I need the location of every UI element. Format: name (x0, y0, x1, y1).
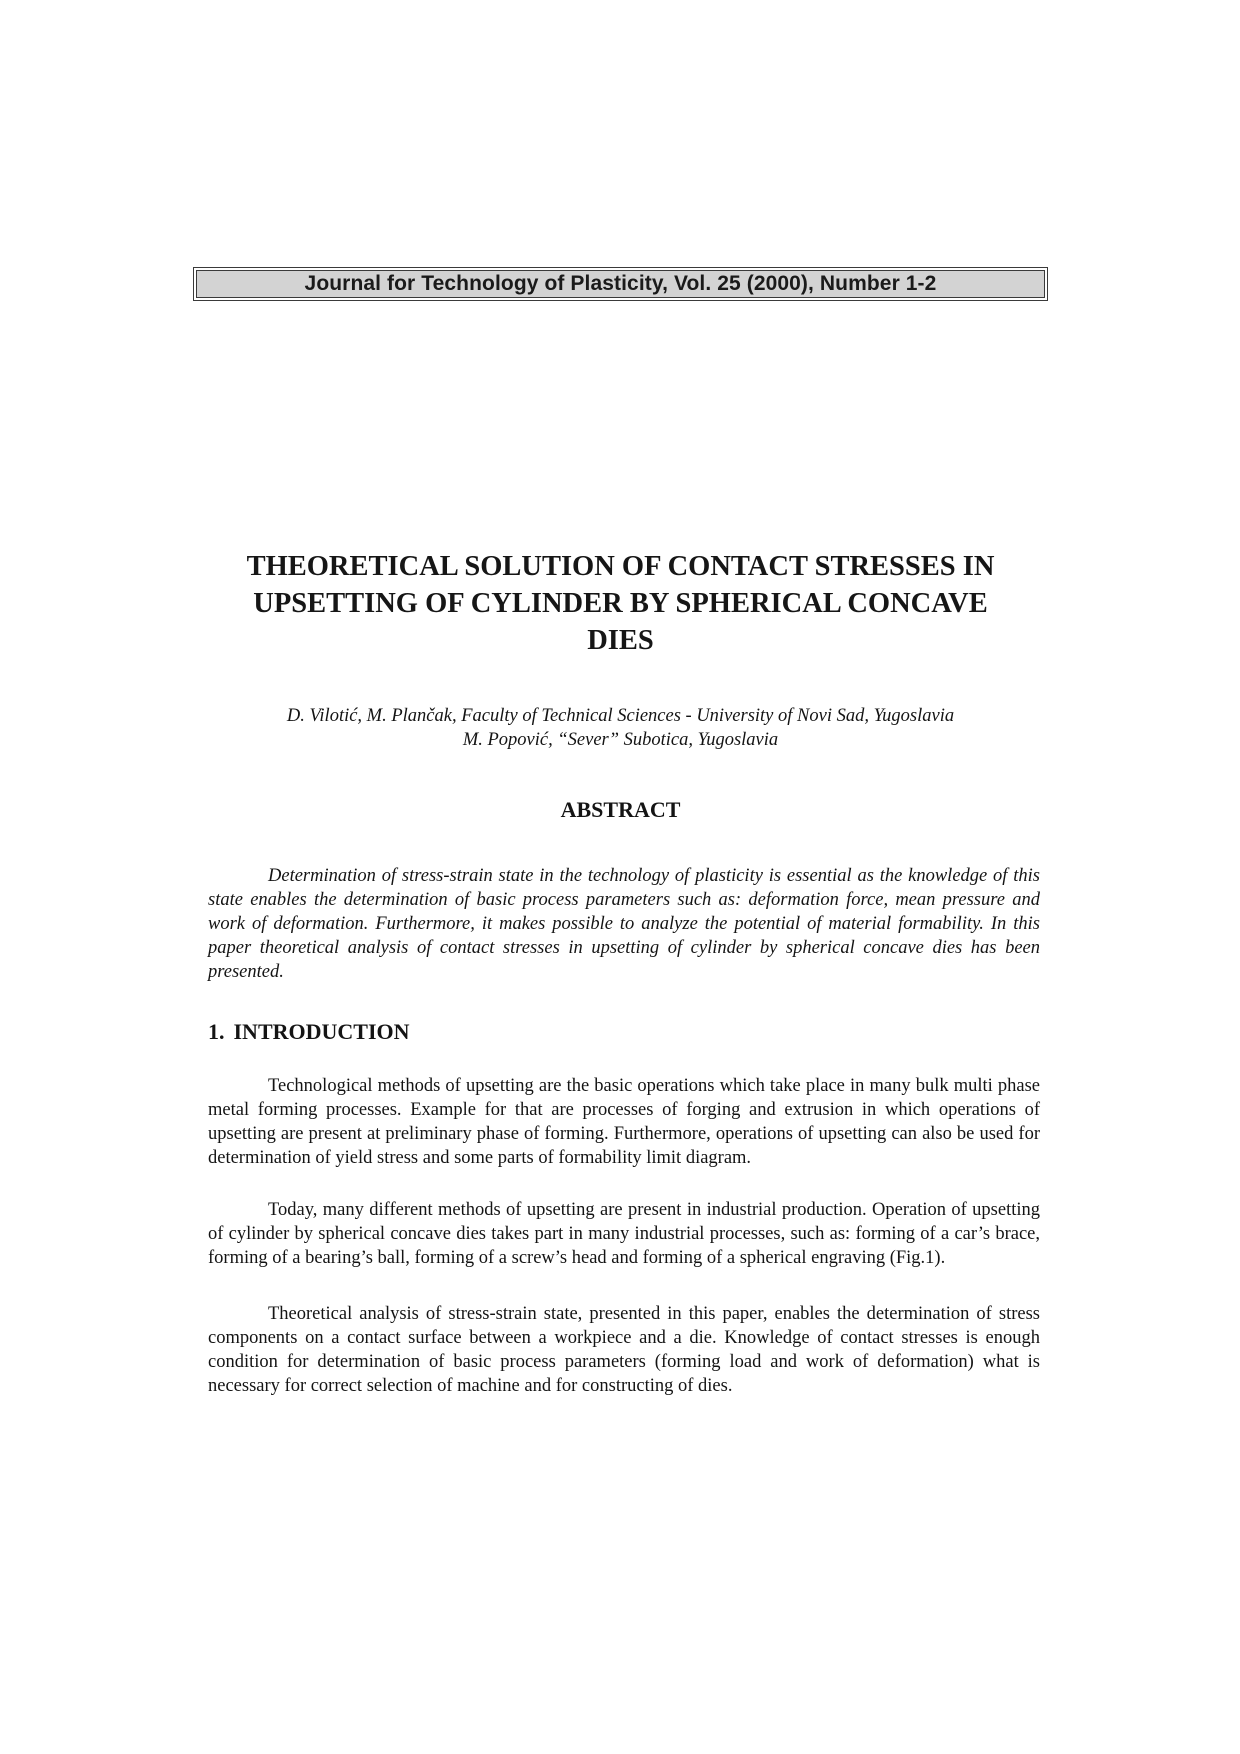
introduction-heading (208, 1018, 1040, 1046)
abstract-heading: ABSTRACT (560, 797, 681, 822)
paper-title-line-3: DIES (587, 625, 654, 656)
abstract-text: Determination of stress-strain state in the technology of plasticity is essential as the knowledge of this state enables the determination of basic process parameters such as: deformation force, mean pressure and work of deformation. Furthermore, it makes possible to analyze the potential of material formability. In this paper theoretical analysis of contact stresses in upsetting of cylinder by spherical concave dies has been presented. (208, 866, 1040, 982)
journal-header-box (193, 267, 1048, 301)
journal-title: Journal for Technology of Plasticity, Vol. 25 (2000), Number 1-2 (304, 272, 937, 295)
section-number: 1. (208, 1019, 225, 1044)
intro-paragraph-2: Today, many different methods of upsetting are present in industrial production. Operation of upsetting of cylinder by spherical concave dies takes part in many industrial processes, such as: forming of a car’s brace, forming of a bearing’s ball, forming of a screw’s head and forming of a spherical engraving (Fig.1). (208, 1200, 1040, 1268)
paper-title-line-2: UPSETTING OF CYLINDER BY SPHERICAL CONCAVE (253, 588, 988, 619)
author-line-2: M. Popović, “Sever” Subotica, Yugoslavia (462, 730, 779, 750)
intro-paragraph-3: Theoretical analysis of stress-strain state, presented in this paper, enables the determination of stress components on a contact surface between a workpiece and a die. Knowledge of contact stresses is enough condition for determination of basic process parameters (forming load and work of deformation) what is necessary for correct selection of machine and for constructing of dies. (208, 1304, 1040, 1396)
paper-title (190, 548, 1051, 659)
intro-paragraph-1: Technological methods of upsetting are the basic operations which take place in many bulk multi phase metal forming processes. Example for that are processes of forging and extrusion in which operations of upsetting are present at preliminary phase of forming. Furthermore, operations of upsetting can also be used for determination of yield stress and some parts of formability limit diagram. (208, 1076, 1040, 1168)
journal-header-fill (196, 270, 1045, 298)
section-title: INTRODUCTION (233, 1019, 410, 1044)
paper-title-line-1: THEORETICAL SOLUTION OF CONTACT STRESSES IN (246, 551, 995, 582)
author-affiliations (190, 704, 1051, 752)
author-line-1: D. Vilotić, M. Plančak, Faculty of Technical Sciences - University of Novi Sad, Yugoslavia (286, 706, 955, 726)
